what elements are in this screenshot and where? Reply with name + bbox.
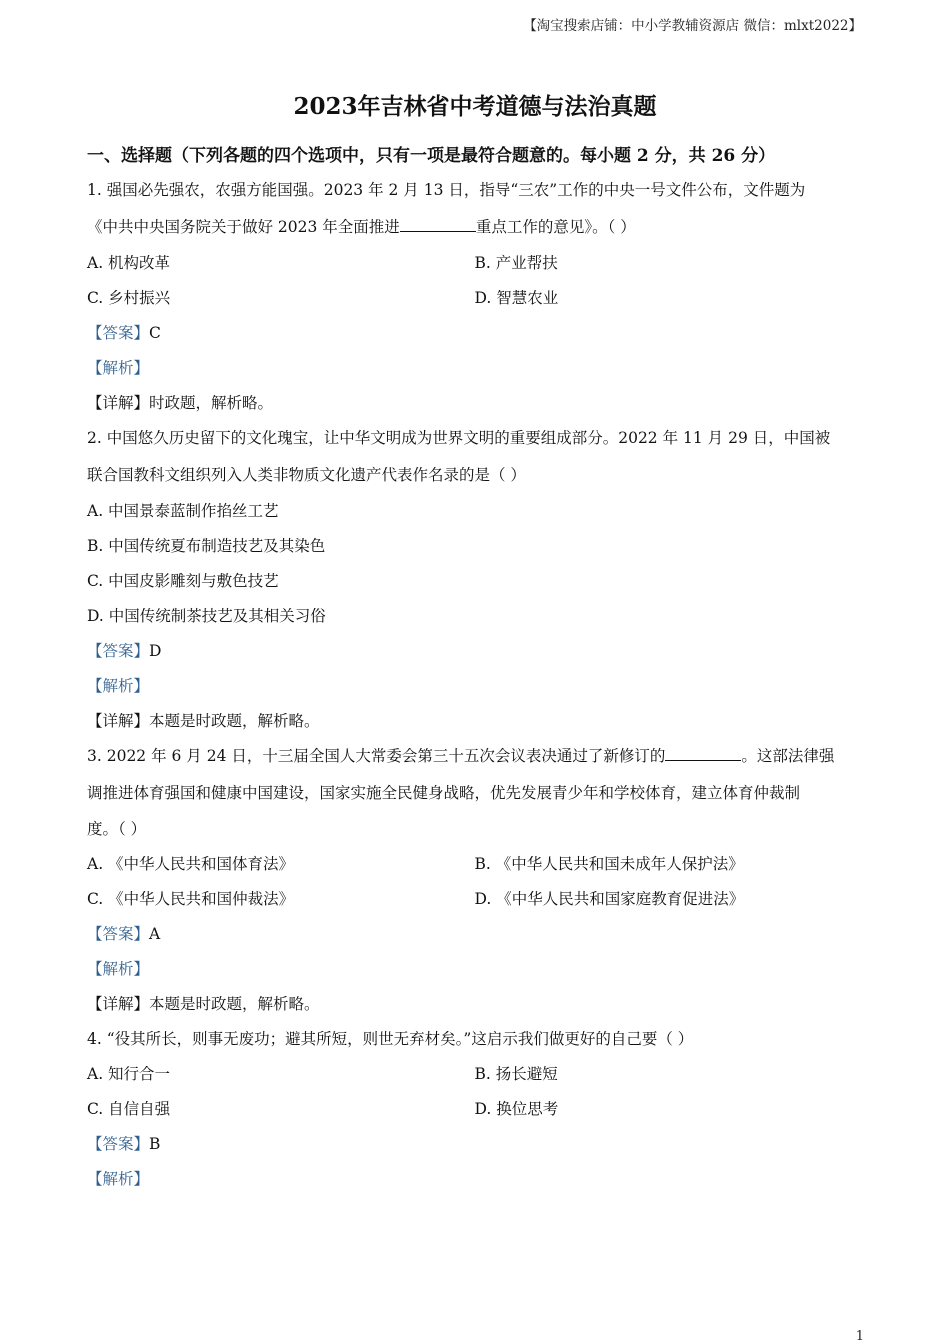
fill-blank	[400, 219, 476, 232]
q1-answer	[87, 316, 862, 351]
q4-options-row1	[87, 1057, 862, 1092]
q2-analysis-label: 【解析】	[87, 677, 150, 695]
q1-option-b: B. 产业帮扶	[474, 254, 558, 272]
q2-detail-text: 本题是时政题，解析略。	[149, 712, 320, 730]
detail-label: 【详解】	[87, 712, 150, 730]
q1-answer-value: C	[149, 324, 161, 342]
q3-stem-line2: 调推进体育强国和健康中国建设，国家实施全民健身战略，优先发展青少年和学校体育，建立体育仲裁制	[87, 784, 801, 802]
q4-answer-value: B	[149, 1135, 161, 1153]
q2-answer	[87, 634, 862, 669]
q4-options-row2	[87, 1092, 862, 1127]
q4-analysis-label: 【解析】	[87, 1170, 150, 1188]
q1-option-a: A. 机构改革	[87, 254, 171, 272]
q2-option-d: D. 中国传统制茶技艺及其相关习俗	[87, 607, 326, 625]
q4-option-d: D. 换位思考	[474, 1100, 559, 1118]
q4-answer	[87, 1127, 862, 1162]
q3-option-b: B. 《中华人民共和国未成年人保护法》	[474, 855, 744, 873]
q2-answer-value: D	[149, 642, 162, 660]
q3-stem-part1: 3. 2022 年 6 月 24 日，十三届全国人大常委会第三十五次会议表决通过了新修订的	[87, 747, 666, 765]
q3-answer-value: A	[149, 925, 161, 943]
document-body	[87, 142, 862, 1197]
q3-option-d: D. 《中华人民共和国家庭教育促进法》	[474, 890, 745, 908]
q1-option-d: D. 智慧农业	[474, 289, 559, 307]
q2-stem-line2: 联合国教科文组织列入人类非物质文化遗产代表作名录的是（ ）	[87, 466, 526, 484]
q4-option-b: B. 扬长避短	[474, 1065, 558, 1083]
q1-stem-line2	[87, 208, 862, 246]
q3-detail-text: 本题是时政题，解析略。	[149, 995, 320, 1013]
page-title: 2023年吉林省中考道德与法治真题	[293, 93, 657, 120]
q1-option-c: C. 乡村振兴	[87, 289, 171, 307]
answer-label: 【答案】	[87, 642, 150, 660]
q1-detail-text: 时政题，解析略。	[149, 394, 274, 412]
detail-label: 【详解】	[87, 995, 150, 1013]
q3-option-a: A. 《中华人民共和国体育法》	[87, 855, 295, 873]
q3-stem-line1	[87, 739, 862, 774]
q1-stem-line1: 1. 强国必先强农，农强方能国强。2023 年 2 月 13 日，指导“三农”工作的中央一号文件公布，文件题为	[87, 181, 806, 199]
q3-stem-part2: 。这部法律强	[741, 747, 835, 765]
q3-answer	[87, 917, 862, 952]
section-heading: 一、选择题（下列各题的四个选项中，只有一项是最符合题意的。每小题 2 分，共 26 分）	[87, 146, 776, 166]
q3-detail	[87, 987, 862, 1022]
fill-blank	[665, 748, 741, 761]
q2-option-a: A. 中国景泰蓝制作掐丝工艺	[87, 502, 279, 520]
header-note: 【淘宝搜索店铺：中小学教辅资源店 微信：mlxt2022】	[523, 18, 862, 34]
q1-options-row2	[87, 281, 862, 316]
detail-label: 【详解】	[87, 394, 150, 412]
q1-options-row1	[87, 246, 862, 281]
q1-detail	[87, 386, 862, 421]
q2-option-b: B. 中国传统夏布制造技艺及其染色	[87, 537, 326, 555]
q3-stem-line3: 度。（ ）	[87, 820, 147, 838]
q2-stem-line1: 2. 中国悠久历史留下的文化瑰宝，让中华文明成为世界文明的重要组成部分。2022 年 11 月 29 日，中国被	[87, 429, 831, 447]
q4-option-c: C. 自信自强	[87, 1100, 171, 1118]
answer-label: 【答案】	[87, 925, 150, 943]
q1-analysis-label: 【解析】	[87, 359, 150, 377]
q2-option-c: C. 中国皮影雕刻与敷色技艺	[87, 572, 279, 590]
answer-label: 【答案】	[87, 324, 150, 342]
q1-stem-part2: 重点工作的意见》。（ ）	[475, 218, 636, 236]
q4-option-a: A. 知行合一	[87, 1065, 171, 1083]
q2-detail	[87, 704, 862, 739]
page-number: 1	[855, 1329, 864, 1344]
q3-options-row2	[87, 882, 862, 917]
q4-stem-line1: 4. “役其所长，则事无废功；避其所短，则世无弃材矣。”这启示我们做更好的自己要（ ）	[87, 1030, 694, 1048]
q1-stem-part1: 《中共中央国务院关于做好 2023 年全面推进	[87, 218, 400, 236]
q3-analysis-label: 【解析】	[87, 960, 150, 978]
q3-options-row1	[87, 847, 862, 882]
answer-label: 【答案】	[87, 1135, 150, 1153]
q3-option-c: C. 《中华人民共和国仲裁法》	[87, 890, 295, 908]
